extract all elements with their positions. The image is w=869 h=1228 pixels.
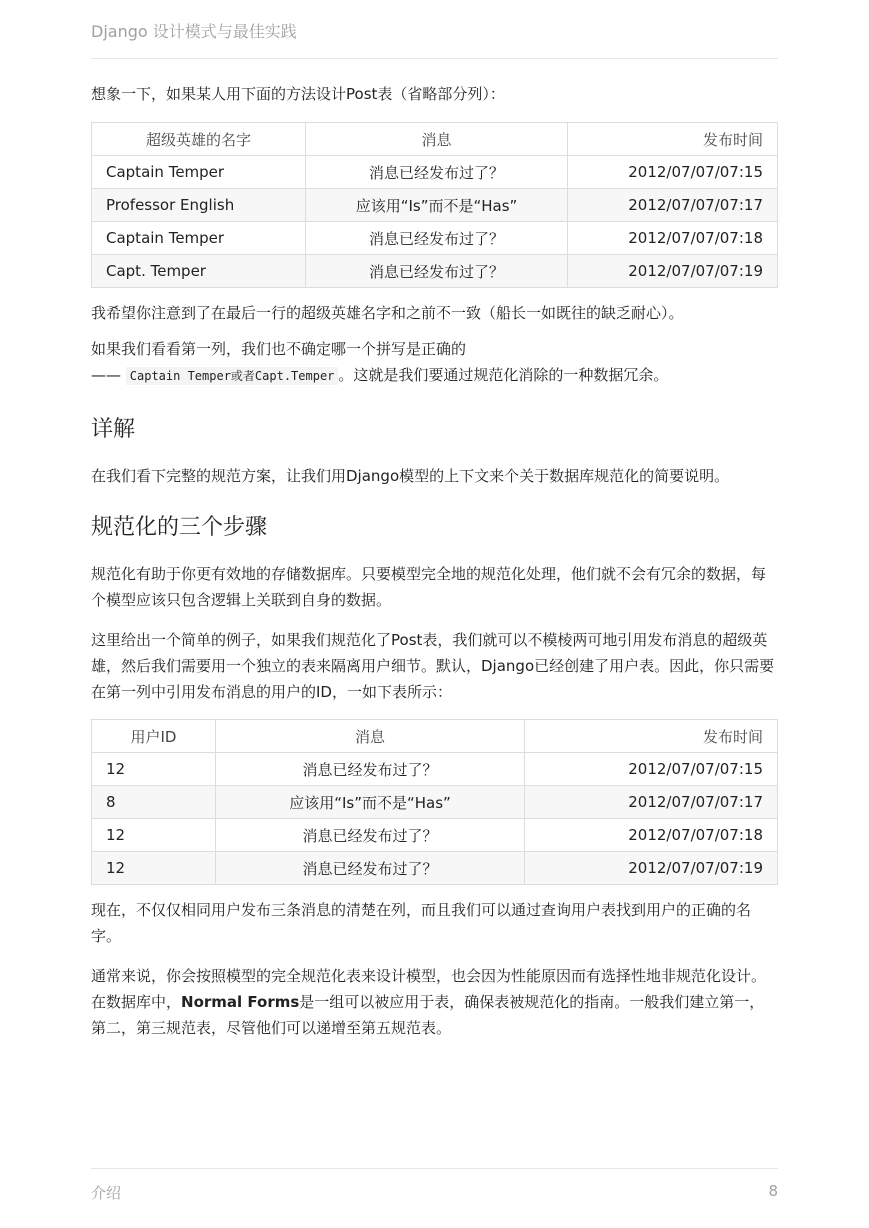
detail-paragraph: 在我们看下完整的规范方案，让我们用Django模型的上下文来个关于数据库规范化的简要说明。: [91, 467, 730, 485]
cell-message: 消息已经发布过了？: [216, 753, 525, 786]
cell-user-id: 12: [92, 852, 216, 885]
table-row: [92, 189, 778, 222]
page-number: 8: [768, 1182, 778, 1200]
general-text-before: 通常来说，你会按照模型的完全规范化表来设计模型，也会因为性能原因而有选择性地非规范化设计。在数据库中，: [91, 967, 767, 1011]
column-header-user-id: 用户ID: [92, 720, 216, 753]
steps-paragraph-1: 规范化有助于你更有效地的存储数据库。只要模型完全地的规范化处理，他们就不会有冗余的数据，每个模型应该只包含逻辑上关联到自身的数据。: [91, 565, 767, 609]
intro-paragraph: 想象一下，如果某人用下面的方法设计Post表（省略部分列）：: [91, 85, 505, 103]
user-id-table: [91, 719, 778, 885]
table-row: [92, 255, 778, 288]
cell-time: 2012/07/07/07:15: [568, 156, 778, 189]
column-header-message: 消息: [306, 123, 568, 156]
now-paragraph: 现在，不仅仅相同用户发布三条消息的清楚在列，而且我们可以通过查询用户表找到用户的正确的名字。: [91, 901, 752, 945]
table-row: [92, 819, 778, 852]
general-text-after: 是一组可以被应用于表，确保表被规范化的指南。一般我们建立第一，第二，第三规范表，尽管他们可以递增至第五规范表。: [91, 993, 765, 1037]
em-dash: ——: [91, 366, 121, 384]
header-divider: [91, 58, 778, 59]
first-column-line: 如果我们看看第一列，我们也不确定哪一个拼写是正确的: [91, 340, 467, 358]
table-row: [92, 222, 778, 255]
heading-three-steps: 规范化的三个步骤: [91, 515, 268, 540]
normal-forms-term: Normal Forms: [181, 993, 300, 1011]
column-header-message: 消息: [216, 720, 525, 753]
cell-user-id: 8: [92, 786, 216, 819]
page-content: [91, 80, 778, 1041]
cell-name: Capt. Temper: [92, 255, 306, 288]
cell-message: 消息已经发布过了？: [306, 222, 568, 255]
cell-message: 消息已经发布过了？: [216, 852, 525, 885]
inline-code: Captain Temper或者Capt.Temper: [126, 367, 339, 385]
column-header-time: 发布时间: [525, 720, 778, 753]
cell-name: Professor English: [92, 189, 306, 222]
cell-message: 消息已经发布过了？: [306, 156, 568, 189]
cell-message: 消息已经发布过了？: [216, 819, 525, 852]
table-header-row: [92, 720, 778, 753]
cell-time: 2012/07/07/07:19: [568, 255, 778, 288]
first-column-paragraph: [91, 336, 778, 389]
table-row: [92, 753, 778, 786]
heading-detail: 详解: [91, 417, 136, 442]
steps-paragraph-2: 这里给出一个简单的例子，如果我们规范化了Post表，我们就可以不模棱两可地引用发布消息的超级英雄，然后我们需要用一个独立的表来隔离用户细节。默认，Django已经创建了用户表。因此，你只需要在第一列中引用发布消息的用户的ID，一如下表所示：: [91, 631, 775, 701]
table-row: [92, 786, 778, 819]
table-header-row: [92, 123, 778, 156]
footer-section-label: 介绍: [91, 1184, 122, 1202]
table-row: [92, 156, 778, 189]
column-header-name: 超级英雄的名字: [92, 123, 306, 156]
cell-user-id: 12: [92, 753, 216, 786]
column-header-time: 发布时间: [568, 123, 778, 156]
table-row: [92, 852, 778, 885]
general-paragraph: [91, 963, 778, 1041]
cell-time: 2012/07/07/07:15: [525, 753, 778, 786]
first-column-tail: 。这就是我们要通过规范化消除的一种数据冗余。: [338, 366, 669, 384]
cell-time: 2012/07/07/07:17: [568, 189, 778, 222]
cell-time: 2012/07/07/07:17: [525, 786, 778, 819]
notice-paragraph: 我希望你注意到了在最后一行的超级英雄名字和之前不一致（船长一如既往的缺乏耐心）。: [91, 304, 684, 322]
book-title: Django 设计模式与最佳实践: [91, 22, 297, 41]
footer-divider: [91, 1168, 778, 1169]
cell-name: Captain Temper: [92, 222, 306, 255]
cell-name: Captain Temper: [92, 156, 306, 189]
post-table: [91, 122, 778, 288]
cell-message: 消息已经发布过了？: [306, 255, 568, 288]
cell-time: 2012/07/07/07:18: [568, 222, 778, 255]
cell-time: 2012/07/07/07:18: [525, 819, 778, 852]
cell-user-id: 12: [92, 819, 216, 852]
cell-message: 应该用“Is”而不是“Has”: [216, 786, 525, 819]
cell-message: 应该用“Is”而不是“Has”: [306, 189, 568, 222]
cell-time: 2012/07/07/07:19: [525, 852, 778, 885]
